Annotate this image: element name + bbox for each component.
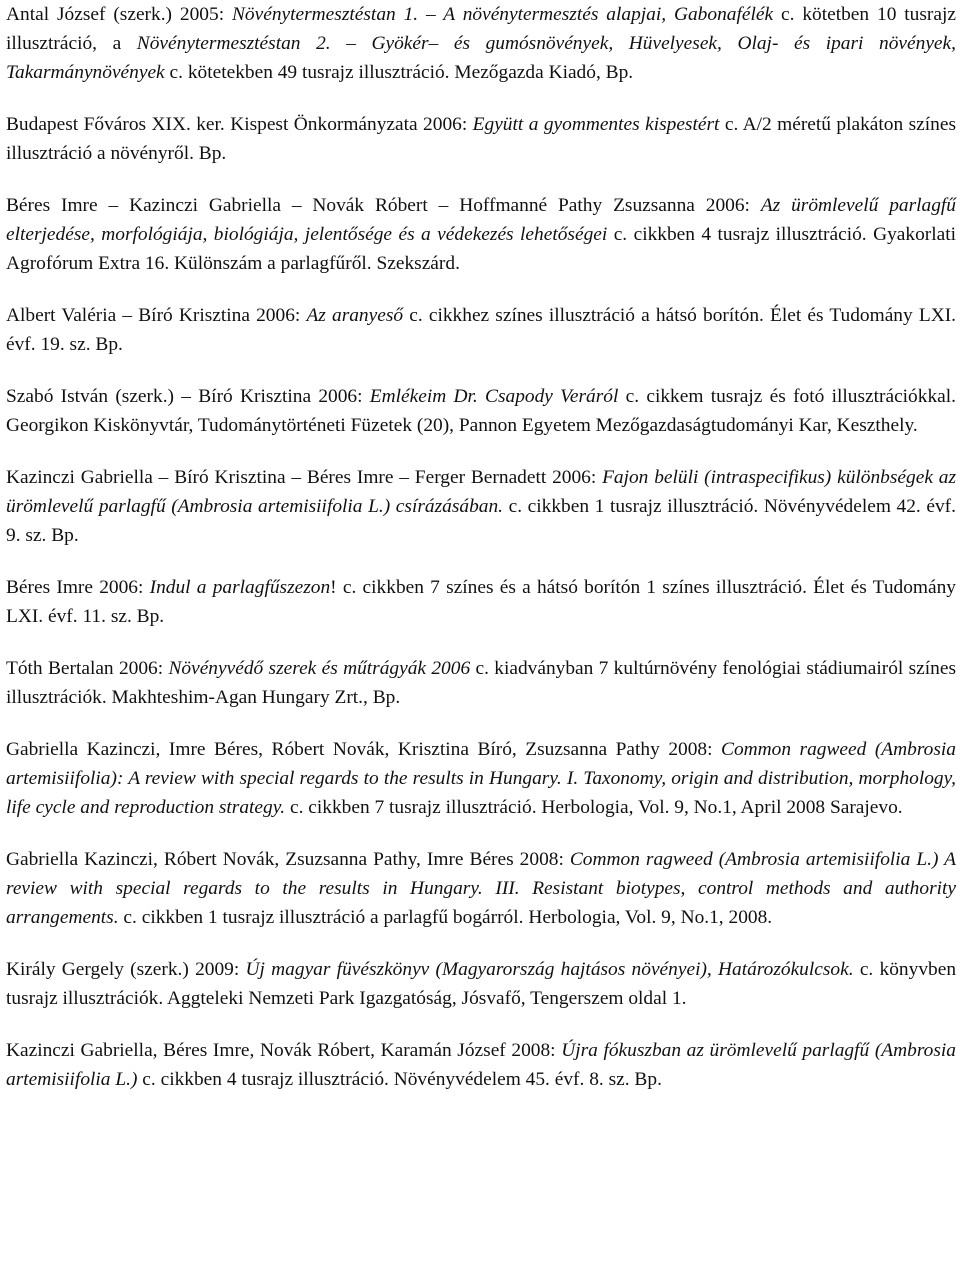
entry-text: Béres Imre 2006: [6, 577, 150, 598]
entry-title: Fajon belüli (intraspecifikus) különbségek az ürömlevelű parlagfű (Ambrosia artemisiifolia L.) csírázásában. [6, 467, 956, 517]
entry-text: Béres Imre – Kazinczi Gabriella – Novák Róbert – Hoffmanné Pathy Zsuzsanna 2006: [6, 195, 761, 216]
entry-title: Újra fókuszban az ürömlevelű parlagfű (Ambrosia artemisiifolia L.) [6, 1040, 956, 1090]
bibliography-entry [6, 955, 956, 1013]
entry-title: Emlékeim Dr. Csapody Veráról [369, 386, 619, 407]
entry-text: c. kiadványban 7 kultúrnövény fenológiai stádiumairól színes illusztrációk. Makhteshim-Agan Hungary Zrt., Bp. [6, 658, 957, 708]
entry-text: Budapest Főváros XIX. ker. Kispest Önkormányzata 2006: [6, 114, 473, 135]
bibliography-page [6, 0, 956, 1094]
entry-title: Növénytermesztéstan 1. – A növénytermesztés alapjai, Gabonafélék [232, 4, 774, 25]
entry-text: c. A/2 méretű plakáton színes illusztráció a növényről. Bp. [6, 114, 956, 164]
bibliography-entry [6, 382, 956, 440]
entry-text: c. cikkem tusrajz és fotó illusztrációkkal. Georgikon Kiskönyvtár, Tudománytörténeti Füzetek (20), Pannon Egyetem Mezőgazdaságtudományi Kar, Keszthely. [6, 386, 956, 436]
entry-title: Az aranyeső [306, 305, 404, 326]
entry-text: Antal József (szerk.) 2005: [6, 4, 232, 25]
entry-text: ! c. cikkben 7 színes és a hátsó borítón 1 színes illusztráció. Élet és Tudomány LXI. évf. 11. sz. Bp. [6, 577, 956, 627]
entry-text: c. cikkben 4 tusrajz illusztráció. Gyakorlati Agrofórum Extra 16. Különszám a parlagfűről. Szekszárd. [6, 224, 956, 274]
entry-title: Növényvédő szerek és műtrágyák 2006 [168, 658, 471, 679]
entry-text: c. kötetben 10 tusrajz illusztráció, a [6, 4, 956, 54]
entry-title: Common ragweed (Ambrosia artemisiifolia): A review with special regards to the results in Hungary. I. Taxonomy, origin and distribution, morphology, life cycle and reproduction strategy. [6, 739, 956, 818]
entry-title: Együtt a gyommentes kispestért [472, 114, 720, 135]
entry-title: Új magyar füvészkönyv (Magyarország hajtásos növényei), Határozókulcsok. [245, 959, 854, 980]
entry-text: Albert Valéria – Bíró Krisztina 2006: [6, 305, 307, 326]
entry-title: Az ürömlevelű parlagfű elterjedése, morfológiája, biológiája, jelentősége és a védekezés lehetőségei [6, 195, 956, 245]
entry-title: Common ragweed (Ambrosia artemisiifolia L.) A review with special regards to the results in Hungary. III. Resistant biotypes, control methods and authority arrangements. [6, 849, 956, 928]
entry-text: c. cikkben 1 tusrajz illusztráció a parlagfű bogárról. Herbologia, Vol. 9, No.1, 2008. [118, 907, 773, 928]
entry-title: Növénytermesztéstan 2. – Gyökér– és gumósnövények, Hüvelyesek, Olaj- és ipari növények, Takarmánynövények [6, 33, 956, 83]
bibliography-entry [6, 191, 956, 278]
bibliography-entry [6, 573, 956, 631]
entry-text: Kazinczi Gabriella, Béres Imre, Novák Róbert, Karamán József 2008: [6, 1040, 562, 1061]
entry-text: c. cikkhez színes illusztráció a hátsó borítón. Élet és Tudomány LXI. évf. 19. sz. Bp. [6, 305, 956, 355]
entry-text: Gabriella Kazinczi, Róbert Novák, Zsuzsanna Pathy, Imre Béres 2008: [6, 849, 570, 870]
bibliography-entry [6, 845, 956, 932]
entry-text: c. könyvben tusrajz illusztrációk. Aggteleki Nemzeti Park Igazgatóság, Jósvafő, Tengerszem oldal 1. [6, 959, 957, 1009]
bibliography-entry [6, 735, 956, 822]
entry-text: Tóth Bertalan 2006: [6, 658, 169, 679]
entry-text: Kazinczi Gabriella – Bíró Krisztina – Béres Imre – Ferger Bernadett 2006: [6, 467, 603, 488]
entry-title: Indul a parlagfűszezon [149, 577, 331, 598]
bibliography-entry [6, 0, 956, 87]
bibliography-entry [6, 463, 956, 550]
entry-text: c. cikkben 7 tusrajz illusztráció. Herbologia, Vol. 9, No.1, April 2008 Sarajevo. [285, 797, 903, 818]
entry-text: Szabó István (szerk.) – Bíró Krisztina 2006: [6, 386, 370, 407]
entry-text: Gabriella Kazinczi, Imre Béres, Róbert Novák, Krisztina Bíró, Zsuzsanna Pathy 2008: [6, 739, 722, 760]
bibliography-entry [6, 654, 956, 712]
entry-text: c. kötetekben 49 tusrajz illusztráció. Mezőgazda Kiadó, Bp. [164, 62, 634, 83]
bibliography-entry [6, 110, 956, 168]
entry-text: Király Gergely (szerk.) 2009: [6, 959, 246, 980]
entry-text: c. cikkben 1 tusrajz illusztráció. Növényvédelem 42. évf. 9. sz. Bp. [6, 496, 956, 546]
bibliography-entry [6, 301, 956, 359]
entry-text: c. cikkben 4 tusrajz illusztráció. Növényvédelem 45. évf. 8. sz. Bp. [137, 1069, 662, 1090]
bibliography-entry [6, 1036, 956, 1094]
